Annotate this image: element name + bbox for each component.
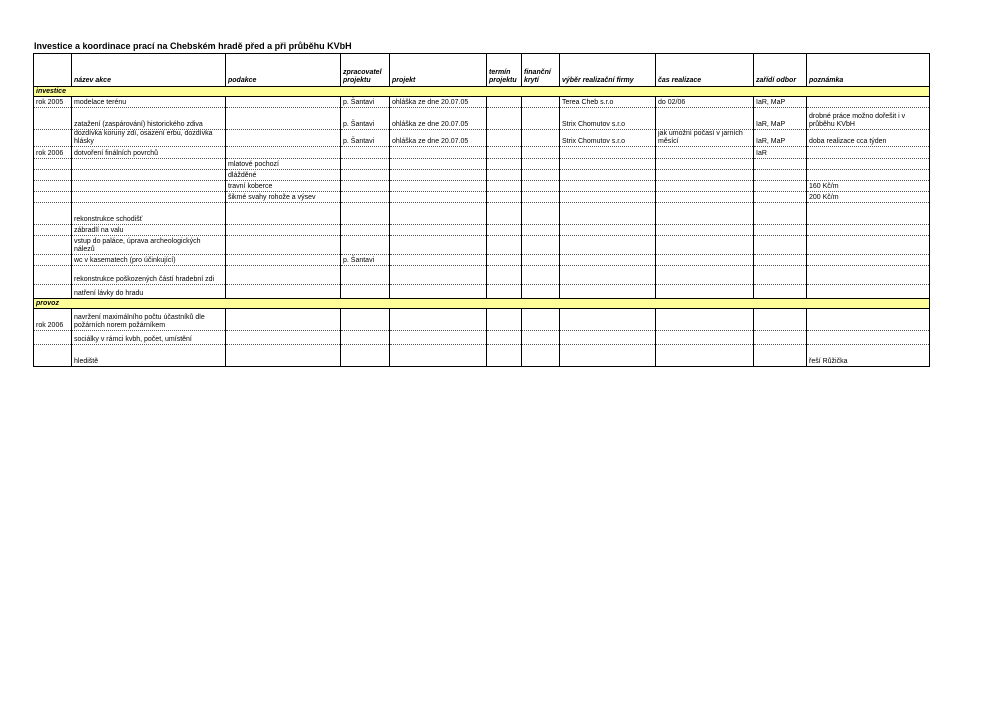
table-cell bbox=[807, 147, 930, 159]
table-cell: jak umožní počasí v jarních měsící bbox=[656, 130, 754, 147]
table-cell bbox=[656, 192, 754, 203]
table-cell bbox=[656, 255, 754, 266]
table-cell bbox=[341, 345, 390, 367]
table-cell bbox=[522, 108, 560, 130]
table-cell bbox=[807, 255, 930, 266]
table-cell: Terea Cheb s.r.o bbox=[560, 97, 656, 108]
table-row bbox=[34, 285, 930, 299]
table-row bbox=[34, 255, 930, 266]
table-cell bbox=[72, 170, 226, 181]
table-cell bbox=[522, 236, 560, 255]
table-cell bbox=[487, 181, 522, 192]
column-header: výběr realizační firmy bbox=[560, 54, 656, 87]
column-header: název akce bbox=[72, 54, 226, 87]
table-row bbox=[34, 130, 930, 147]
table-cell bbox=[487, 266, 522, 285]
table-cell bbox=[226, 130, 341, 147]
table-cell bbox=[754, 159, 807, 170]
table-cell bbox=[226, 255, 341, 266]
table-cell: p. Šantavi bbox=[341, 97, 390, 108]
table-cell bbox=[390, 345, 487, 367]
table-cell bbox=[341, 309, 390, 331]
table-cell bbox=[522, 97, 560, 108]
table-cell bbox=[656, 266, 754, 285]
table-cell bbox=[341, 285, 390, 299]
table-cell: řeší Růžička bbox=[807, 345, 930, 367]
table-cell bbox=[754, 170, 807, 181]
table-cell bbox=[807, 225, 930, 236]
table-cell bbox=[34, 236, 72, 255]
table-cell bbox=[72, 192, 226, 203]
table-cell bbox=[754, 203, 807, 225]
table-cell bbox=[487, 108, 522, 130]
table-cell bbox=[560, 266, 656, 285]
table-cell bbox=[807, 159, 930, 170]
table-cell bbox=[341, 192, 390, 203]
table-cell: travní koberce bbox=[226, 181, 341, 192]
table-header bbox=[34, 54, 930, 87]
table-cell bbox=[487, 285, 522, 299]
table-cell: vstup do paláce, úprava archeologických nálezů bbox=[72, 236, 226, 255]
table-cell bbox=[754, 181, 807, 192]
table-cell: modelace terénu bbox=[72, 97, 226, 108]
table-cell bbox=[807, 285, 930, 299]
table-row bbox=[34, 159, 930, 170]
table-cell bbox=[34, 345, 72, 367]
table-cell bbox=[656, 203, 754, 225]
table-cell: natření lávky do hradu bbox=[72, 285, 226, 299]
table-row bbox=[34, 331, 930, 345]
table-cell bbox=[754, 331, 807, 345]
table-cell bbox=[754, 255, 807, 266]
table-row bbox=[34, 345, 930, 367]
table-cell bbox=[226, 331, 341, 345]
table-cell bbox=[560, 181, 656, 192]
table-cell bbox=[754, 192, 807, 203]
table-cell: 160 Kč/m bbox=[807, 181, 930, 192]
column-header: čas realizace bbox=[656, 54, 754, 87]
table-cell bbox=[390, 331, 487, 345]
table-cell bbox=[754, 345, 807, 367]
table-cell bbox=[560, 345, 656, 367]
table-cell bbox=[487, 170, 522, 181]
table-cell: ohláška ze dne 20.07.05 bbox=[390, 130, 487, 147]
table-cell bbox=[226, 236, 341, 255]
table-cell bbox=[522, 130, 560, 147]
table-cell bbox=[522, 255, 560, 266]
table-cell bbox=[487, 309, 522, 331]
table-cell bbox=[560, 192, 656, 203]
table-cell bbox=[390, 181, 487, 192]
table-cell bbox=[341, 147, 390, 159]
table-cell: drobné práce možno dořešit i v průběhu KVbH bbox=[807, 108, 930, 130]
table-cell: šikmé svahy rohože a výsev bbox=[226, 192, 341, 203]
table-cell bbox=[807, 203, 930, 225]
table-cell bbox=[522, 147, 560, 159]
table-cell bbox=[390, 225, 487, 236]
table-cell bbox=[754, 225, 807, 236]
table-cell bbox=[34, 192, 72, 203]
table-cell bbox=[341, 225, 390, 236]
table-cell bbox=[72, 159, 226, 170]
table-cell bbox=[656, 147, 754, 159]
table-cell bbox=[34, 181, 72, 192]
table-row bbox=[34, 181, 930, 192]
table-cell bbox=[34, 266, 72, 285]
table-cell bbox=[656, 236, 754, 255]
table-cell bbox=[522, 192, 560, 203]
table-cell bbox=[487, 159, 522, 170]
table-cell: sociálky v rámci kvbh, počet, umístění bbox=[72, 331, 226, 345]
table-cell bbox=[522, 345, 560, 367]
table-cell bbox=[341, 331, 390, 345]
column-header: poznámka bbox=[807, 54, 930, 87]
table-cell bbox=[560, 159, 656, 170]
table-body bbox=[34, 87, 930, 367]
section-row bbox=[34, 87, 930, 97]
table-cell bbox=[656, 225, 754, 236]
table-row bbox=[34, 97, 930, 108]
table-cell bbox=[487, 97, 522, 108]
table-cell bbox=[560, 309, 656, 331]
table-row bbox=[34, 170, 930, 181]
table-cell: rok 2006 bbox=[34, 147, 72, 159]
table-cell bbox=[487, 147, 522, 159]
table-cell bbox=[656, 345, 754, 367]
table-cell: wc v kasematech (pro účinkující) bbox=[72, 255, 226, 266]
table-cell bbox=[522, 159, 560, 170]
table-cell: ohláška ze dne 20.07.05 bbox=[390, 97, 487, 108]
table-cell bbox=[226, 225, 341, 236]
table-cell bbox=[656, 170, 754, 181]
table-cell bbox=[487, 225, 522, 236]
table-cell: Strix Chomutov s.r.o bbox=[560, 108, 656, 130]
table-cell: do 02/06 bbox=[656, 97, 754, 108]
table-row bbox=[34, 108, 930, 130]
table-cell bbox=[487, 345, 522, 367]
table-cell bbox=[522, 225, 560, 236]
table-cell bbox=[522, 266, 560, 285]
table-cell bbox=[522, 309, 560, 331]
table-cell bbox=[560, 255, 656, 266]
section-label: investice bbox=[34, 87, 930, 97]
table-cell bbox=[522, 285, 560, 299]
table-cell bbox=[226, 97, 341, 108]
table-cell bbox=[72, 181, 226, 192]
table-cell bbox=[341, 170, 390, 181]
table-cell: p. Šantavi bbox=[341, 108, 390, 130]
table-cell bbox=[226, 108, 341, 130]
table-cell bbox=[807, 170, 930, 181]
table-cell bbox=[560, 203, 656, 225]
table-cell bbox=[487, 236, 522, 255]
table-cell bbox=[34, 130, 72, 147]
table-cell bbox=[226, 147, 341, 159]
column-header: podakce bbox=[226, 54, 341, 87]
table-cell bbox=[656, 331, 754, 345]
table-cell bbox=[34, 170, 72, 181]
table-cell bbox=[656, 309, 754, 331]
table-cell bbox=[341, 266, 390, 285]
table-row bbox=[34, 236, 930, 255]
table-cell bbox=[390, 170, 487, 181]
table-cell bbox=[560, 147, 656, 159]
table-cell: zábradlí na valu bbox=[72, 225, 226, 236]
table-cell bbox=[807, 266, 930, 285]
table-cell bbox=[807, 309, 930, 331]
table-cell: p. Šantavi bbox=[341, 130, 390, 147]
table-cell bbox=[487, 255, 522, 266]
column-header bbox=[34, 54, 72, 87]
table-cell: rok 2005 bbox=[34, 97, 72, 108]
table-row bbox=[34, 266, 930, 285]
table-cell bbox=[487, 331, 522, 345]
table-cell bbox=[656, 108, 754, 130]
table-cell: navržení maximálního počtu účastníků dle požárních norem požárníkem bbox=[72, 309, 226, 331]
table-row bbox=[34, 203, 930, 225]
table-cell bbox=[522, 331, 560, 345]
table-cell: doba realizace cca týden bbox=[807, 130, 930, 147]
table-cell bbox=[656, 159, 754, 170]
table-cell bbox=[807, 236, 930, 255]
investment-table bbox=[33, 53, 930, 367]
table-cell bbox=[807, 97, 930, 108]
table-cell bbox=[754, 236, 807, 255]
table-cell bbox=[390, 236, 487, 255]
table-cell bbox=[522, 170, 560, 181]
table-row bbox=[34, 147, 930, 159]
table-cell bbox=[560, 170, 656, 181]
table-cell bbox=[341, 236, 390, 255]
table-cell bbox=[226, 309, 341, 331]
column-header: projekt bbox=[390, 54, 487, 87]
spreadsheet bbox=[33, 53, 929, 367]
column-header: termín projektu bbox=[487, 54, 522, 87]
table-cell bbox=[341, 203, 390, 225]
column-header: zpracovatel projektu bbox=[341, 54, 390, 87]
table-cell bbox=[656, 285, 754, 299]
table-cell bbox=[754, 285, 807, 299]
table-cell bbox=[560, 331, 656, 345]
table-cell bbox=[390, 192, 487, 203]
table-cell bbox=[560, 236, 656, 255]
table-cell: mlatové pochozí bbox=[226, 159, 341, 170]
table-cell: dotvoření finálních povrchů bbox=[72, 147, 226, 159]
table-row bbox=[34, 192, 930, 203]
header-row bbox=[34, 54, 930, 87]
table-cell: rekonstrukce schodišť bbox=[72, 203, 226, 225]
table-cell bbox=[226, 203, 341, 225]
table-cell: ohláška ze dne 20.07.05 bbox=[390, 108, 487, 130]
table-cell bbox=[390, 285, 487, 299]
table-cell bbox=[522, 181, 560, 192]
table-cell bbox=[390, 203, 487, 225]
table-cell bbox=[754, 266, 807, 285]
table-cell bbox=[754, 309, 807, 331]
table-row bbox=[34, 225, 930, 236]
table-cell bbox=[487, 203, 522, 225]
table-cell: IaR, MaP bbox=[754, 97, 807, 108]
table-cell bbox=[34, 225, 72, 236]
section-label: provoz bbox=[34, 299, 930, 309]
table-cell bbox=[390, 309, 487, 331]
column-header: finanční krytí bbox=[522, 54, 560, 87]
table-cell bbox=[226, 345, 341, 367]
table-cell bbox=[487, 130, 522, 147]
table-cell bbox=[487, 192, 522, 203]
table-cell: IaR bbox=[754, 147, 807, 159]
table-cell bbox=[34, 159, 72, 170]
table-row bbox=[34, 309, 930, 331]
table-cell: hlediště bbox=[72, 345, 226, 367]
table-cell bbox=[34, 331, 72, 345]
table-cell: zatažení (zaspárování) historického zdiva bbox=[72, 108, 226, 130]
table-cell bbox=[560, 225, 656, 236]
table-cell bbox=[226, 266, 341, 285]
section-row bbox=[34, 299, 930, 309]
table-cell bbox=[34, 255, 72, 266]
column-header: zařídí odbor bbox=[754, 54, 807, 87]
table-cell: dozdívka koruny zdí, osazení erbu, dozdívka hlásky bbox=[72, 130, 226, 147]
table-cell: p. Šantavi bbox=[341, 255, 390, 266]
table-cell bbox=[34, 108, 72, 130]
table-cell bbox=[226, 285, 341, 299]
document-title: Investice a koordinace prací na Chebském hradě před a při průběhu KVbH bbox=[34, 41, 352, 51]
table-cell bbox=[807, 331, 930, 345]
table-cell: rok 2006 bbox=[34, 309, 72, 331]
table-cell bbox=[34, 285, 72, 299]
table-cell bbox=[390, 147, 487, 159]
table-cell bbox=[34, 203, 72, 225]
table-cell bbox=[390, 159, 487, 170]
table-cell: Strix Chomutov s.r.o bbox=[560, 130, 656, 147]
table-cell: dlážděné bbox=[226, 170, 341, 181]
table-cell: 200 Kč/m bbox=[807, 192, 930, 203]
table-cell bbox=[656, 181, 754, 192]
table-cell bbox=[390, 266, 487, 285]
table-cell: rekonstrukce poškozených částí hradební zdi bbox=[72, 266, 226, 285]
table-cell: IaR, MaP bbox=[754, 108, 807, 130]
table-cell bbox=[341, 159, 390, 170]
table-cell bbox=[522, 203, 560, 225]
table-cell bbox=[390, 255, 487, 266]
table-cell: IaR, MaP bbox=[754, 130, 807, 147]
table-cell bbox=[341, 181, 390, 192]
table-cell bbox=[560, 285, 656, 299]
